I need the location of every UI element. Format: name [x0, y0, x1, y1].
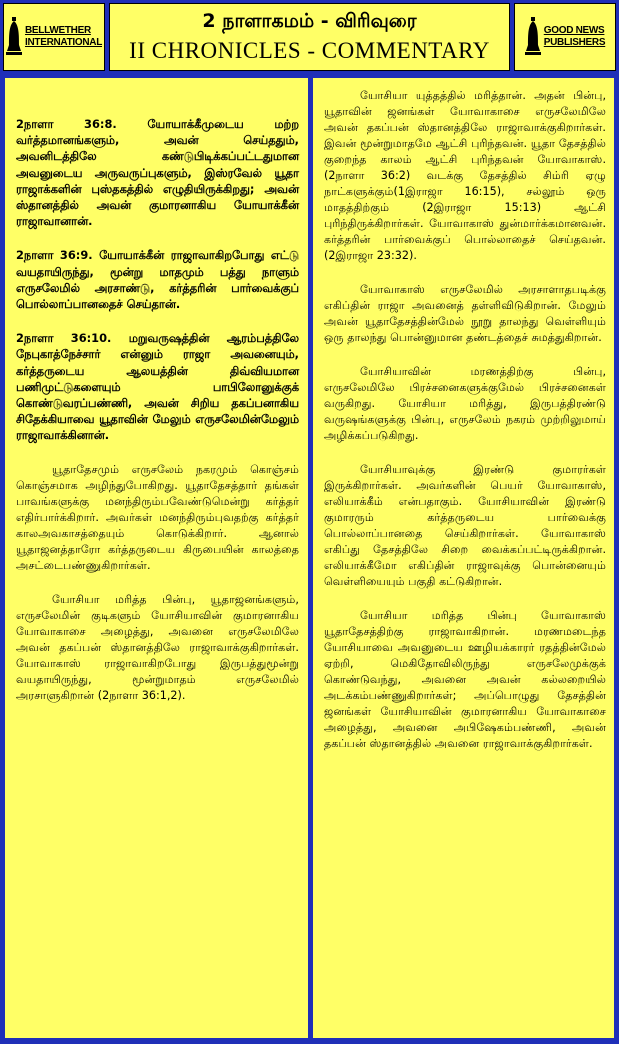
- verse-paragraph: 2நாளா 36:10. மறுவருஷத்தின் ஆரம்பத்திலே நேபுகாத்நேச்சார் என்னும் ராஜா அவனையும், கர்த்தருடைய ஆலயத்தின் திவ்வியமான பணிமுட்டுகளையும் பாபிலோனுக்குக் கொண்டுவரப்பண்ணி, அவன் சிறிய தகப்பனாகிய சிதேக்கியாவை யூதாவின் மேலும் எருசலேமின்மேலும் ராஜாவாக்கினான்.: [16, 331, 299, 443]
- page-header: [3, 3, 616, 73]
- logo-left-line2: INTERNATIONAL: [24, 37, 103, 48]
- commentary-paragraph: யோசியா மரித்த பின்பு, யூதாஜனங்களும், எருசலேமின் குடிகளும் யோசியாவின் குமாரனாகிய யோவாகாசை அழைத்து, அவனை எருசலேமிலே அவன் தகப்பன் ஸ்தானத்திலே ராஜாவாக்குகிறார்கள். யோவாகாஸ் ராஜாவாகிறபோது இருபத்துமூன்று வயதாயிருந்து, மூன்றுமாதம் எருசலேமில் அரசாளுகிறான் (2நாளா 36:1,2).: [16, 592, 299, 702]
- commentary-paragraph: யோசியாவின் மரணத்திற்கு பின்பு, எருசலேமிலே பிரச்சனைகளுக்குமேல் பிரச்சனைகள் வருகிறது. யோசியா மரித்து, இருபத்திரண்டு வருஷங்களுக்கு பின்பு, எருசலேம் நகரம் முற்றிலுமாய் அழிக்கப்படுகிறது.: [324, 365, 606, 442]
- page-title-english: II CHRONICLES - COMMENTARY: [129, 38, 490, 63]
- logo-right-line1: GOOD NEWS: [543, 25, 605, 36]
- title-box: [109, 3, 510, 71]
- page-title-tamil: 2 நாளாகமம் - விரிவுரை: [202, 10, 417, 32]
- commentary-paragraph: யோவாகாஸ் எருசலேமில் அரசாளாதபடிக்கு எகிப்தின் ராஜா அவனைத் தள்ளிவிடுகிறான். மேலும் அவன் யூதாதேசத்தின்மேல் நூறு தாலந்து வெள்ளியும் ஒரு தாலந்து பொன்னுமான தண்டத்தைச் சுமத்துகிறான்.: [324, 283, 606, 344]
- commentary-paragraph: யூதாதேசமும் எருசலேம் நகரமும் கொஞ்சம் கொஞ்சமாக அழிந்துபோகிறது. யூதாதேசத்தார் தங்கள் பாவங்களுக்கு மனந்திரும்பவேண்டுமென்று கர்த்தர் எதிர்பார்க்கிறார். அவர்கள் மனந்திரும்புவதற்கு கர்த்தர் காலஅவகாசத்தையும் கொடுக்கிறார். ஆனால் யூதாஜனத்தாரோ கர்த்தருடைய கிருபையின் காலத்தை அசட்டைபண்ணுகிறார்கள்.: [16, 462, 299, 572]
- commentary-paragraph: யோசியாவுக்கு இரண்டு குமாரர்கள் இருக்கிறார்கள். அவர்களின் பெயர் யோவாகாஸ், எலியாக்கீம் என்பதாகும். யோசியாவின் இரண்டு குமாரரும் கர்த்தருடைய பார்வைக்கு பொல்லாப்பானதை செய்கிறார்கள். யோவாகாஸ் எகிப்து தேசத்திலே சிறை வைக்கப்பட்டிருக்கிறான். எலியாக்கீமோ எகிப்தின் ராஜாவுக்கு பொன்னையும் வெள்ளியையும் பகுதி கட்டுகிறான்.: [324, 463, 606, 588]
- commentary-paragraph: யோசியா மரித்த பின்பு யோவாகாஸ் யூதாதேசத்திற்கு ராஜாவாகிறான். மரணமடைந்த யோசியாவை அவனுடைய ஊழியக்காரர் ரதத்தின்மேல் ஏற்றி, மெகிதோவிலிருந்து எருசலேமுக்குக் கொண்டுவந்து, அவனை அவன் கல்லறையில் அடக்கம்பண்ணுகிறார்கள்; அப்பொழுது தேசத்தின் ஜனங்கள் யோசியாவின் குமாரனாகிய யோவாகாசை அழைத்து, அவனை அபிஷேகம்பண்ணி, அவன் தகப்பன் ஸ்தானத்தில் அவனை ராஜாவாக்குகிறார்கள்.: [324, 609, 606, 750]
- publisher-logo-left: [3, 3, 105, 71]
- publisher-logo-right: [514, 3, 616, 71]
- right-column: [313, 78, 614, 1038]
- commentary-paragraph: யோசியா யுத்தத்தில் மரித்தான். அதன் பின்பு, யூதாவின் ஜனங்கள் யோவாகாசை எருசலேமிலே அவன் தகப்பன் ஸ்தானத்திலே ராஜாவாக்குகிறார்கள். இவன் மூன்றுமாதமே ஆட்சி புரிந்தவன். யூதா தேசத்தில் குறைந்த காலம் ஆட்சி புரிந்தவன் யோவாகாஸ். (2நாளா 36:2) வடக்கு தேசத்தில் சிம்ரி ஏழு நாட்களுக்கும்(1இராஜா 16:15), சல்லூம் ஒரு மாதத்திற்கும் (2இராஜா 15:13) ஆட்சி புரிந்திருக்கிறார்கள். யோவாகாஸ் துன்மார்க்கமானவன். கர்த்தரின் பார்வைக்குப் பொல்லாதைச் செய்தவன்.(2இராஜா 23:32).: [324, 89, 606, 262]
- verse-paragraph: 2நாளா 36:9. யோயாக்கீன் ராஜாவாகிறபோது எட்டு வயதாயிருந்து, மூன்று மாதமும் பத்து நாளும் எருசலேமில் அரசாண்டு, கர்த்தரின் பார்வைக்குப் பொல்லாப்பானதைச் செய்தான்.: [16, 248, 299, 312]
- bell-icon: [525, 17, 541, 57]
- bell-icon: [6, 17, 22, 57]
- logo-right-line2: PUBLISHERS: [543, 37, 606, 48]
- left-column: [5, 78, 308, 1038]
- logo-left-line1: BELLWETHER: [24, 25, 91, 36]
- verse-paragraph: 2நாளா 36:8. யோயாக்கீமுடைய மற்ற வர்த்தமானங்களும், அவன் செய்ததும், அவனிடத்திலே கண்டுபிடிக்கப்பட்டதுமான அவனுடைய அருவருப்புகளும், இஸ்ரவேல் யூதா ராஜாக்களின் புஸ்தகத்தில் எழுதியிருக்கிறது; அவன் ஸ்தானத்தில் அவன் குமாரனாகிய யோயாக்கீன் ராஜாவானான்.: [16, 117, 299, 229]
